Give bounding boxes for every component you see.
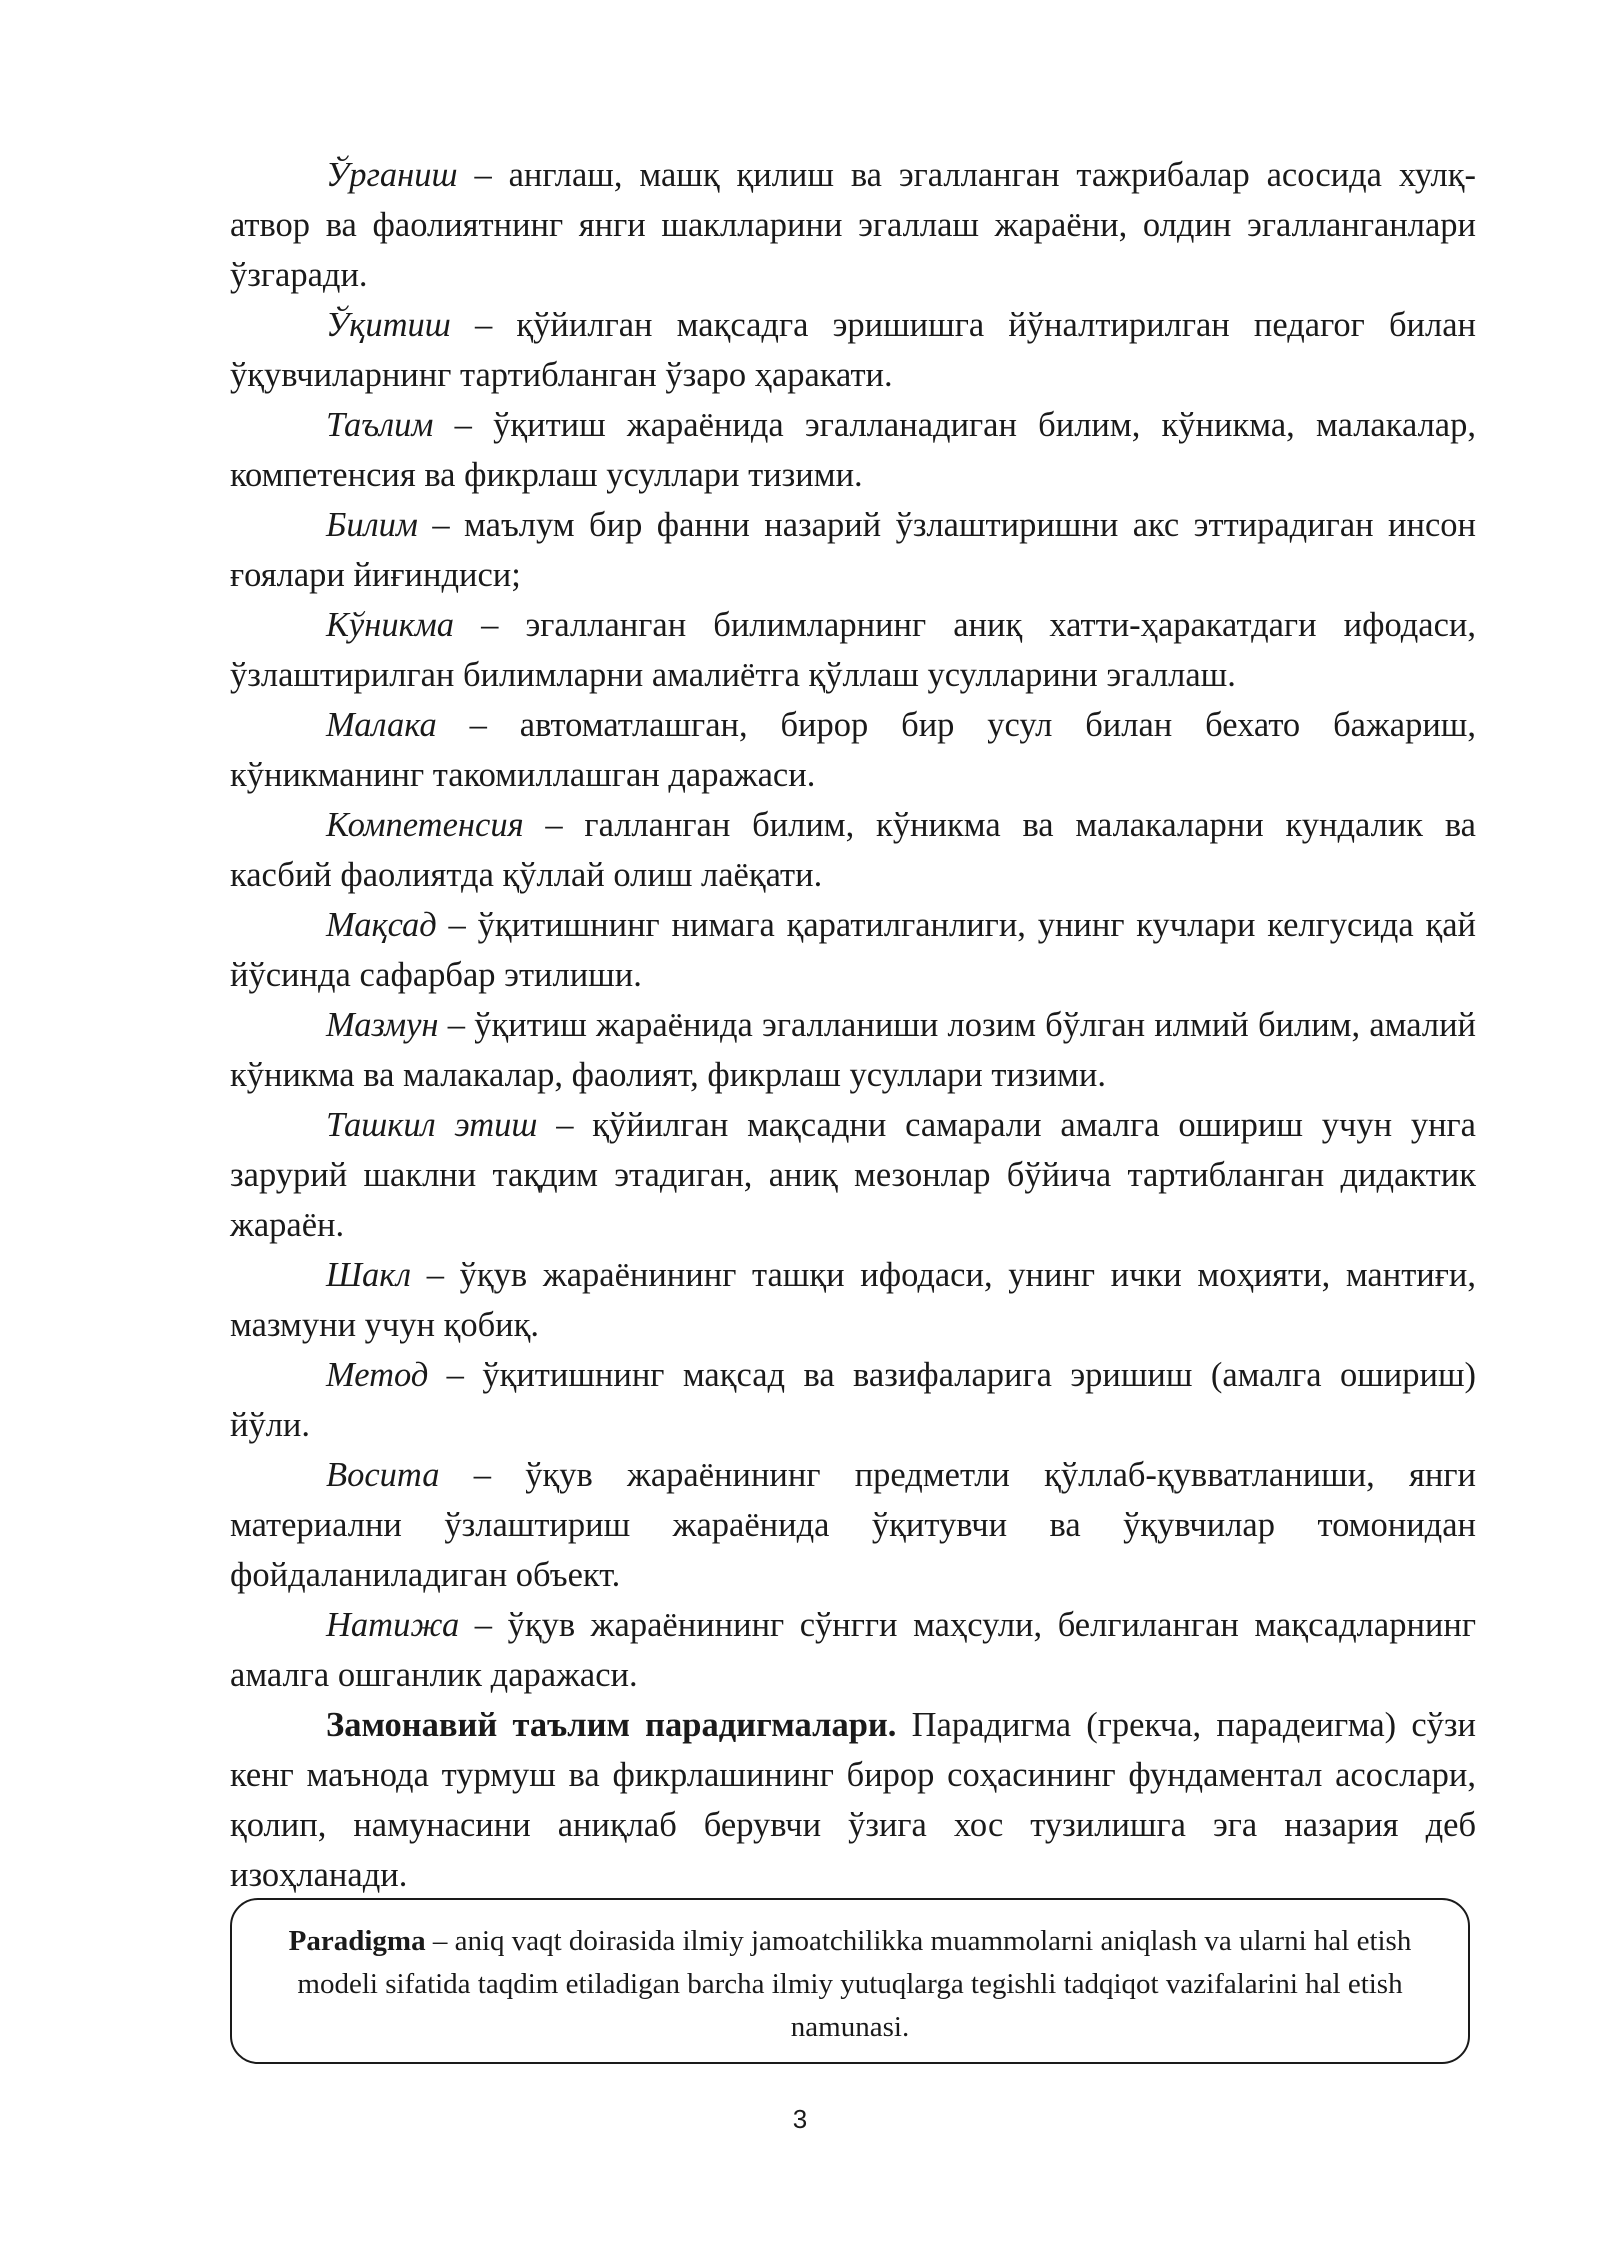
definition-term: Мазмун xyxy=(326,1006,439,1044)
definition-text: – ўқитиш жараёнида эгалланиши лозим бўлган илмий билим, амалий кўникма ва малакалар, фаолият, фикрлаш усуллари тизими. xyxy=(230,1006,1476,1094)
definition-urganish xyxy=(230,150,1476,300)
definition-term: Восита xyxy=(326,1456,440,1494)
paradigma-callout-box xyxy=(230,1898,1470,2064)
definition-natija xyxy=(230,1600,1476,1700)
definition-term: Малака xyxy=(326,706,437,744)
definition-term: Метод xyxy=(326,1356,429,1394)
definition-text: – ўқитишнинг мақсад ва вазифаларига эришиш (амалга ошириш) йўли. xyxy=(230,1356,1476,1444)
definition-text: – қўйилган мақсадга эришишга йўналтирилган педагог билан ўқувчиларнинг тартибланган ўзаро ҳаракати. xyxy=(230,306,1476,394)
definition-term: Натижа xyxy=(326,1606,460,1644)
callout-term: Paradigma xyxy=(288,1925,426,1957)
definition-term: Ўрганиш xyxy=(326,156,458,194)
definition-term: Компетенсия xyxy=(326,806,524,844)
definition-text: – маълум бир фанни назарий ўзлаштиришни акс эттирадиган инсон ғоялари йиғиндиси; xyxy=(230,506,1476,594)
paradigm-paragraph xyxy=(230,1700,1476,1900)
definition-text: – галланган билим, кўникма ва малакаларни кундалик ва касбий фаолиятда қўллай олиш лаёқати. xyxy=(230,806,1476,894)
definition-bilim xyxy=(230,500,1476,600)
definition-ukitish xyxy=(230,300,1476,400)
callout-text: – aniq vaqt doirasida ilmiy jamoatchilikka muammolarni aniqlash va ularni hal etish modeli sifatida taqdim etiladigan barcha ilmiy yutuqlarga tegishli tadqiqot vazifalarini hal etish namunasi. xyxy=(297,1925,1412,2043)
definition-text: – ўқитишнинг нимага қаратилганлиги, унинг кучлари келгусида қай йўсинда сафарбар этилиши. xyxy=(230,906,1476,994)
definition-mazmun xyxy=(230,1000,1476,1100)
definition-term: Шакл xyxy=(326,1256,412,1294)
definition-term: Ўқитиш xyxy=(326,306,451,344)
definition-tashkil-etish xyxy=(230,1100,1476,1250)
definition-kunikma xyxy=(230,600,1476,700)
definition-term: Ташкил этиш xyxy=(326,1106,538,1144)
page-number: 3 xyxy=(792,2104,808,2134)
definition-text: – эгалланган билимларнинг аниқ хатти-ҳаракатдаги ифодаси, ўзлаштирилган билимларни амалиётга қўллаш усулларини эгаллаш. xyxy=(230,606,1476,694)
paradigm-heading: Замонавий таълим парадигмалари. xyxy=(326,1706,897,1744)
definition-text: – ўқув жараёнининг сўнгги маҳсули, белгиланган мақсадларнинг амалга ошганлик даражаси. xyxy=(230,1606,1476,1694)
definition-text: – автоматлашган, бирор бир усул билан бехато бажариш, кўникманинг такомиллашган даражаси. xyxy=(230,706,1476,794)
definition-term: Кўникма xyxy=(326,606,454,644)
definition-text: – қўйилган мақсадни самарали амалга ошириш учун унга зарурий шаклни тақдим этадиган, аниқ мезонлар бўйича тартибланган дидактик жараён. xyxy=(230,1106,1476,1244)
definition-term: Таълим xyxy=(326,406,434,444)
paradigm-text: Парадигма (грекча, парадеигма) сўзи кенг маънода турмуш ва фикрлашининг бирор соҳасининг фундаментал асослари, қолип, намунасини аниқлаб берувчи ўзига хос тузилишга эга назария деб изоҳланади. xyxy=(230,1706,1476,1894)
definition-text: – ўқув жараёнининг ташқи ифодаси, унинг ички моҳияти, мантиғи, мазмуни учун қобиқ. xyxy=(230,1256,1476,1344)
definition-shakl xyxy=(230,1250,1476,1350)
definition-maksad xyxy=(230,900,1476,1000)
document-body xyxy=(230,150,1476,1900)
definition-term: Мақсад xyxy=(326,906,437,944)
definition-vosita xyxy=(230,1450,1476,1600)
definition-metod xyxy=(230,1350,1476,1450)
definition-malaka xyxy=(230,700,1476,800)
definition-kompetensiya xyxy=(230,800,1476,900)
definition-text: – англаш, машқ қилиш ва эгалланган тажрибалар асосида хулқ-атвор ва фаолиятнинг янги шаклларини эгаллаш жараёни, олдин эгалланганлари ўзгаради. xyxy=(230,156,1476,294)
definition-text: – ўқув жараёнининг предметли қўллаб-қувватланиши, янги материални ўзлаштириш жараёнида ўқитувчи ва ўқувчилар томонидан фойдаланиладиган объект. xyxy=(230,1456,1476,1594)
definition-text: – ўқитиш жараёнида эгалланадиган билим, кўникма, малакалар, компетенсия ва фикрлаш усуллари тизими. xyxy=(230,406,1476,494)
definition-talim xyxy=(230,400,1476,500)
definition-term: Билим xyxy=(326,506,418,544)
